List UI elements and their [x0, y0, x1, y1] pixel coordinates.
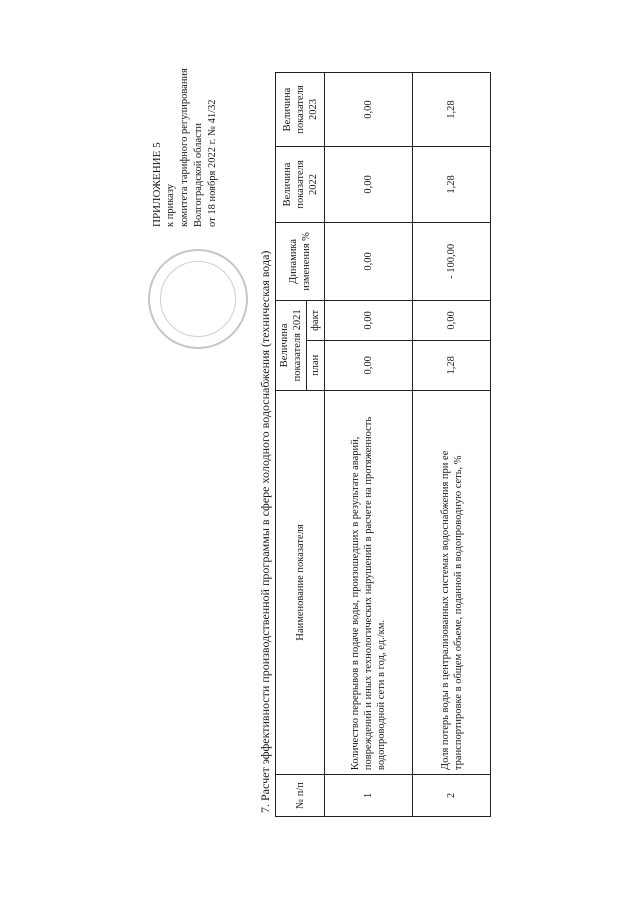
appendix-header — [150, 47, 220, 227]
rotated-content — [130, 57, 530, 817]
header-plan: план — [307, 340, 325, 390]
row-2-name: Доля потерь воды в централизованных системах водоснабжения при ее транспортировке в общем объеме, поданной в водопроводную сеть, % — [413, 390, 491, 774]
appendix-title: ПРИЛОЖЕНИЕ 5 — [151, 142, 163, 227]
header-fact: факт — [307, 300, 325, 340]
row-2-fact: 0,00 — [413, 300, 491, 340]
header-name: Наименование показателя — [276, 390, 325, 774]
row-2-plan: 1,28 — [413, 340, 491, 390]
row-2-val-2023: 1,28 — [413, 73, 491, 147]
table-header-row — [276, 73, 307, 817]
row-1-dynamics: 0,00 — [325, 222, 413, 300]
table-row — [325, 73, 413, 817]
appendix-line-1: к приказу — [165, 184, 176, 227]
header-val-2021: Величина показателя 2021 — [276, 300, 307, 390]
row-2-val-2022: 1,28 — [413, 147, 491, 223]
header-num: № п/п — [276, 775, 325, 817]
appendix-line-4: от 18 ноября 2022 г. № 41/32 — [207, 99, 218, 227]
row-1-val-2022: 0,00 — [325, 147, 413, 223]
seal-stamp — [148, 249, 248, 349]
row-1-fact: 0,00 — [325, 300, 413, 340]
row-1-plan: 0,00 — [325, 340, 413, 390]
efficiency-table — [275, 72, 491, 817]
row-2-dynamics: - 100,00 — [413, 222, 491, 300]
row-1-name: Количество перерывов в подаче воды, произошедших в результате аварий, повреждений и иных технологических нарушений в расчете на протяженность водопроводной сети в год, ед./км. — [325, 390, 413, 774]
row-1-num: 1 — [325, 775, 413, 817]
appendix-line-3: Волгоградской области — [193, 122, 204, 227]
header-val-2023: Величина показателя 2023 — [276, 73, 325, 147]
table-row — [413, 73, 491, 817]
table-caption: 7. Расчет эффективности производственной программы в сфере холодного водоснабжения (техническая вода) — [258, 250, 272, 813]
header-val-2022: Величина показателя 2022 — [276, 147, 325, 223]
row-2-num: 2 — [413, 775, 491, 817]
appendix-line-2: комитета тарифного регулирования — [179, 68, 190, 227]
row-1-val-2023: 0,00 — [325, 73, 413, 147]
header-dynamics: Динамика изменения % — [276, 222, 325, 300]
